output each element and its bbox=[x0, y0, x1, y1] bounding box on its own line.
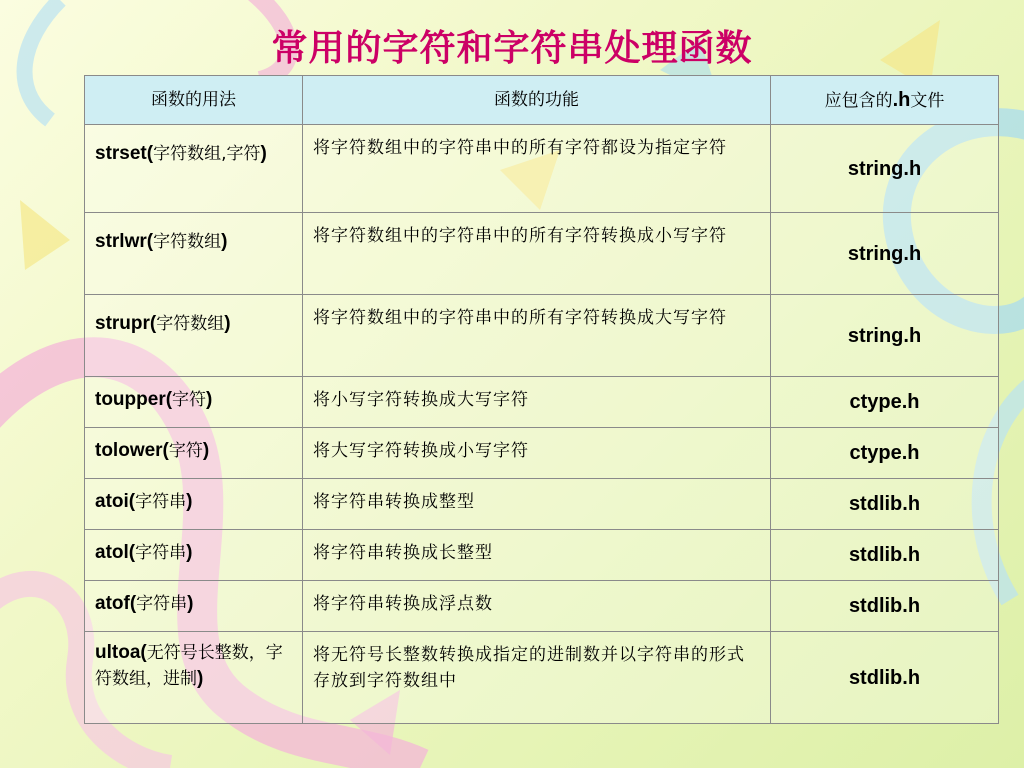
column-header-function: 函数的功能 bbox=[303, 76, 771, 125]
header-file-prefix: 应包含的 bbox=[824, 90, 893, 111]
function-close: ) bbox=[186, 491, 193, 512]
function-description: 将字符数组中的字符串中的所有字符都设为指定字符 bbox=[303, 125, 771, 213]
function-close: ) bbox=[221, 231, 228, 252]
function-description: 将字符串转换成长整型 bbox=[303, 530, 771, 581]
header-file: ctype.h bbox=[771, 428, 999, 479]
function-args: 字符数组 bbox=[153, 232, 222, 252]
function-description: 将字符数组中的字符串中的所有字符转换成小写字符 bbox=[303, 213, 771, 295]
function-name: atol( bbox=[95, 542, 136, 563]
table-row bbox=[85, 428, 999, 479]
function-name: strlwr( bbox=[95, 231, 154, 252]
function-close: ) bbox=[197, 668, 204, 689]
function-name: strupr( bbox=[95, 313, 157, 334]
function-description: 将字符串转换成整型 bbox=[303, 479, 771, 530]
header-file: stdlib.h bbox=[771, 479, 999, 530]
functions-table bbox=[84, 75, 999, 724]
header-file: stdlib.h bbox=[771, 581, 999, 632]
function-args: 字符串 bbox=[135, 543, 187, 563]
table-row bbox=[85, 581, 999, 632]
table-row bbox=[85, 295, 999, 377]
function-args: 字符串 bbox=[135, 492, 187, 512]
function-name: tolower( bbox=[95, 440, 169, 461]
function-usage bbox=[85, 125, 303, 213]
function-usage bbox=[85, 295, 303, 377]
function-args: 字符 bbox=[168, 441, 203, 461]
table-row bbox=[85, 632, 999, 724]
function-name: ultoa( bbox=[95, 642, 147, 663]
header-file-ext: .h bbox=[892, 88, 911, 111]
function-usage bbox=[85, 581, 303, 632]
table-row bbox=[85, 530, 999, 581]
function-close: ) bbox=[224, 313, 231, 334]
column-header-usage: 函数的用法 bbox=[85, 76, 303, 125]
function-usage bbox=[85, 213, 303, 295]
function-close: ) bbox=[260, 143, 267, 164]
function-name: toupper( bbox=[95, 389, 173, 410]
table-row bbox=[85, 213, 999, 295]
function-name: atof( bbox=[95, 593, 137, 614]
header-file: string.h bbox=[771, 213, 999, 295]
function-name: atoi( bbox=[95, 491, 136, 512]
function-usage bbox=[85, 377, 303, 428]
header-file: ctype.h bbox=[771, 377, 999, 428]
function-usage bbox=[85, 479, 303, 530]
header-file-suffix: 文件 bbox=[910, 90, 945, 111]
table-row bbox=[85, 479, 999, 530]
function-close: ) bbox=[202, 440, 210, 461]
function-close: ) bbox=[187, 593, 194, 614]
header-file: string.h bbox=[771, 295, 999, 377]
table-header-row bbox=[85, 76, 999, 125]
function-description: 将小写字符转换成大写字符 bbox=[303, 377, 771, 428]
function-description: 将字符数组中的字符串中的所有字符转换成大写字符 bbox=[303, 295, 771, 377]
function-description: 将字符串转换成浮点数 bbox=[303, 581, 771, 632]
function-usage bbox=[85, 428, 303, 479]
header-file: stdlib.h bbox=[771, 632, 999, 724]
function-args: 字符数组,字符 bbox=[153, 144, 261, 164]
function-close: ) bbox=[206, 389, 213, 410]
function-args: 字符 bbox=[172, 390, 207, 410]
column-header-header-file bbox=[771, 76, 999, 125]
function-usage bbox=[85, 632, 303, 724]
function-description: 将无符号长整数转换成指定的进制数并以字符串的形式存放到字符数组中 bbox=[303, 632, 771, 724]
function-args: 字符数组 bbox=[156, 314, 225, 334]
header-file: stdlib.h bbox=[771, 530, 999, 581]
function-description: 将大写字符转换成小写字符 bbox=[303, 428, 771, 479]
function-usage bbox=[85, 530, 303, 581]
function-close: ) bbox=[186, 542, 193, 563]
function-args: 字符串 bbox=[136, 594, 188, 614]
header-file: string.h bbox=[771, 125, 999, 213]
table-row bbox=[85, 377, 999, 428]
slide-title: 常用的字符和字符串处理函数 bbox=[271, 27, 753, 69]
table-row bbox=[85, 125, 999, 213]
function-name: strset( bbox=[95, 143, 154, 164]
yellow-triangle-3 bbox=[20, 200, 70, 270]
function-args: 无符号长整数，字符数组，进制 bbox=[95, 643, 283, 689]
